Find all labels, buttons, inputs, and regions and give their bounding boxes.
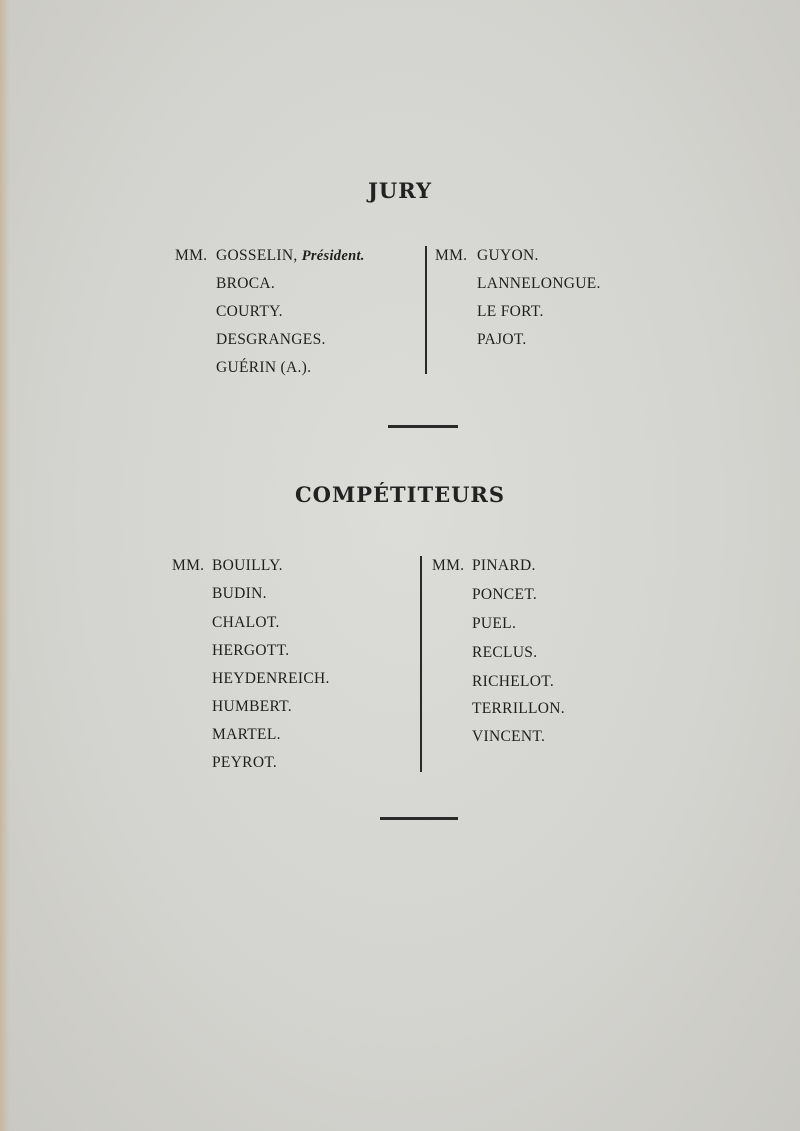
- competitor: TERRILLON.: [472, 700, 565, 717]
- competitor: PONCET.: [472, 586, 538, 603]
- paper-edge: [0, 0, 10, 1131]
- comp-left-prefix: MM.: [172, 557, 205, 574]
- competitor: RECLUS.: [472, 644, 538, 661]
- jury-column-divider: [425, 246, 427, 374]
- jury-president: [216, 247, 365, 265]
- competitor: MARTEL.: [212, 726, 281, 743]
- competitor: PEYROT.: [212, 754, 278, 771]
- jury-right-prefix: MM.: [435, 247, 468, 264]
- jury-member: BROCA.: [216, 275, 276, 292]
- comp-right-prefix: MM.: [432, 557, 465, 574]
- jury-member: LE FORT.: [477, 303, 544, 320]
- competitor: HEYDENREICH.: [212, 670, 330, 687]
- jury-left-prefix: MM.: [175, 247, 208, 264]
- jury-member: PAJOT.: [477, 331, 527, 348]
- jury-member: GUÉRIN (A.).: [216, 359, 312, 376]
- jury-member: DESGRANGES.: [216, 331, 326, 348]
- jury-member: COURTY.: [216, 303, 283, 320]
- jury-president-role: Président.: [301, 248, 365, 264]
- competitor: BUDIN.: [212, 585, 267, 602]
- jury-heading: JURY: [367, 178, 433, 203]
- competitor: VINCENT.: [472, 728, 546, 745]
- section-rule: [388, 425, 458, 428]
- comp-column-divider: [420, 556, 422, 772]
- jury-member: LANNELONGUE.: [477, 275, 601, 292]
- jury-president-name: GOSSELIN,: [216, 247, 298, 264]
- competitor: BOUILLY.: [212, 557, 283, 574]
- competitor: HERGOTT.: [212, 642, 290, 659]
- competiteurs-heading: COMPÉTITEURS: [294, 482, 506, 507]
- competitor: PINARD.: [472, 557, 536, 574]
- jury-member: GUYON.: [477, 247, 539, 264]
- section-rule: [380, 817, 458, 820]
- competitor: RICHELOT.: [472, 673, 555, 690]
- competitor: HUMBERT.: [212, 698, 292, 715]
- competitor: CHALOT.: [212, 614, 280, 631]
- competitor: PUEL.: [472, 615, 517, 632]
